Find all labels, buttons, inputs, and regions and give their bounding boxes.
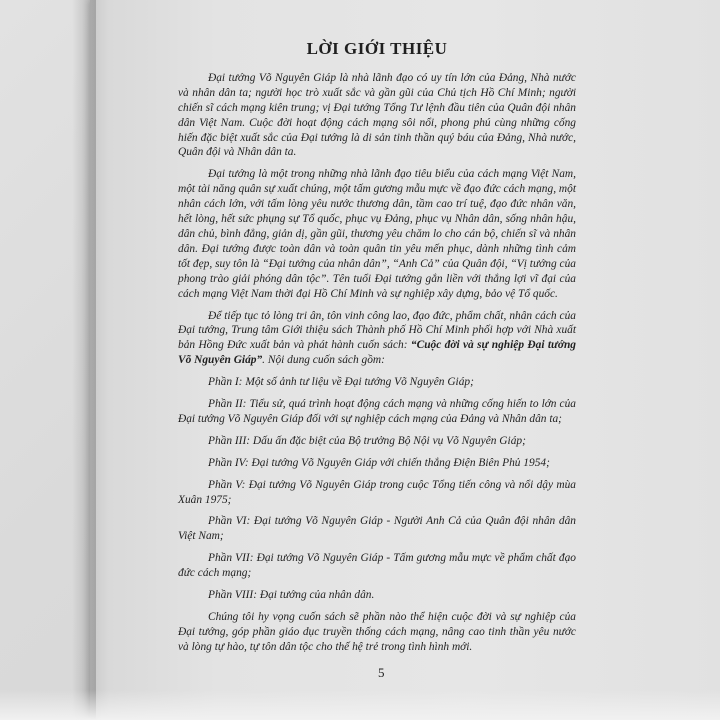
part-5: Phần V: Đại tướng Võ Nguyên Giáp trong cuộc Tổng tiến công và nổi dậy mùa Xuân 1975;: [178, 478, 576, 506]
page-text: [178, 39, 576, 662]
page-title: LỜI GIỚI THIỆU: [306, 39, 448, 58]
part-6: Phần VI: Đại tướng Võ Nguyên Giáp - Người Anh Cả của Quân đội nhân dân Việt Nam;: [178, 515, 576, 543]
book-title: “Cuộc đời và sự nghiệp Đại tướng Võ Nguyên Giáp”: [178, 339, 576, 367]
book-spine-shadow: [72, 0, 96, 720]
intro-text: Để tiếp tục tỏ lòng tri ân, tôn vinh công lao, đạo đức, phẩm chất, nhân cách của Đại tướng, Trung tâm Giới thiệu sách Thành phố Hồ Chí Minh phối hợp với Nhà xuất bản Hồng Đức xuất bản và phát hành cuốn sách:: [178, 309, 576, 352]
page-number: 5: [378, 665, 385, 680]
part-4: Phần IV: Đại tướng Võ Nguyên Giáp với chiến thắng Điện Biên Phủ 1954;: [208, 456, 550, 469]
closing-paragraph: Chúng tôi hy vọng cuốn sách sẽ phần nào thể hiện cuộc đời và sự nghiệp của Đại tướng, góp phần giáo dục truyền thống cách mạng, nâng cao tinh thần yêu nước và lòng tự hào, tự tôn dân tộc cho thế hệ trẻ trong tình hình mới.: [178, 611, 576, 653]
intro-text-end: . Nội dung cuốn sách gồm:: [262, 354, 385, 367]
part-7: Phần VII: Đại tướng Võ Nguyên Giáp - Tấm gương mẫu mực về phẩm chất đạo đức cách mạng;: [178, 552, 576, 580]
part-3: Phần III: Dấu ấn đặc biệt của Bộ trưởng Bộ Nội vụ Võ Nguyên Giáp;: [208, 434, 526, 447]
paragraph-1: Đại tướng Võ Nguyên Giáp là nhà lãnh đạo có uy tín lớn của Đảng, Nhà nước và nhân dân ta; người học trò xuất sắc và gần gũi của Chủ tịch Hồ Chí Minh; người chiến sĩ cách mạng kiên trung; vị Đại tướng Tổng Tư lệnh đầu tiên của Quân đội nhân dân Việt Nam. Cuộc đời hoạt động cách mạng sôi nổi, phong phú cùng những cống hiến đặc biệt xuất sắc của Đại tướng là di sản tinh thần quý báu của Đảng, Nhà nước, Quân đội và Nhân dân ta.: [178, 71, 576, 159]
paragraph-2: Đại tướng là một trong những nhà lãnh đạo tiêu biểu của cách mạng Việt Nam, một tài năng quân sự xuất chúng, một tấm gương mẫu mực về đạo đức cách mạng, một nhân cách lớn, với tấm lòng yêu nước thương dân, tầm cao trí tuệ, đạo đức nhân văn, hết lòng, hết sức phụng sự Tổ quốc, phục vụ Đảng, phục vụ Nhân dân, sống nhân hậu, dân chủ, bình đẳng, giản dị, gần gũi, thương yêu chăm lo cho cán bộ, chiến sĩ và nhân dân. Đại tướng được toàn dân và toàn quân tin yêu mến phục, dành những tình cảm tốt đẹp, suy tôn là “Đại tướng của nhân dân”, “Anh Cả” của Quân đội, “Vị tướng của phong trào giải phóng dân tộc”. Tên tuổi Đại tướng gắn liền với thắng lợi vĩ đại của cách mạng Việt Nam thời đại Hồ Chí Minh và sự nghiệp xây dựng, bảo vệ Tổ quốc.: [178, 168, 576, 300]
bottom-edge: [0, 690, 720, 720]
part-2: Phần II: Tiểu sử, quá trình hoạt động cách mạng và những cống hiến to lớn của Đại tướng Võ Nguyên Giáp đối với sự nghiệp cách mạng của Đảng và Nhân dân ta;: [178, 398, 576, 425]
part-8: Phần VIII: Đại tướng của nhân dân.: [208, 589, 375, 602]
part-1: Phần I: Một số ảnh tư liệu về Đại tướng Võ Nguyên Giáp;: [208, 376, 474, 389]
intro-paragraph: [178, 309, 576, 369]
